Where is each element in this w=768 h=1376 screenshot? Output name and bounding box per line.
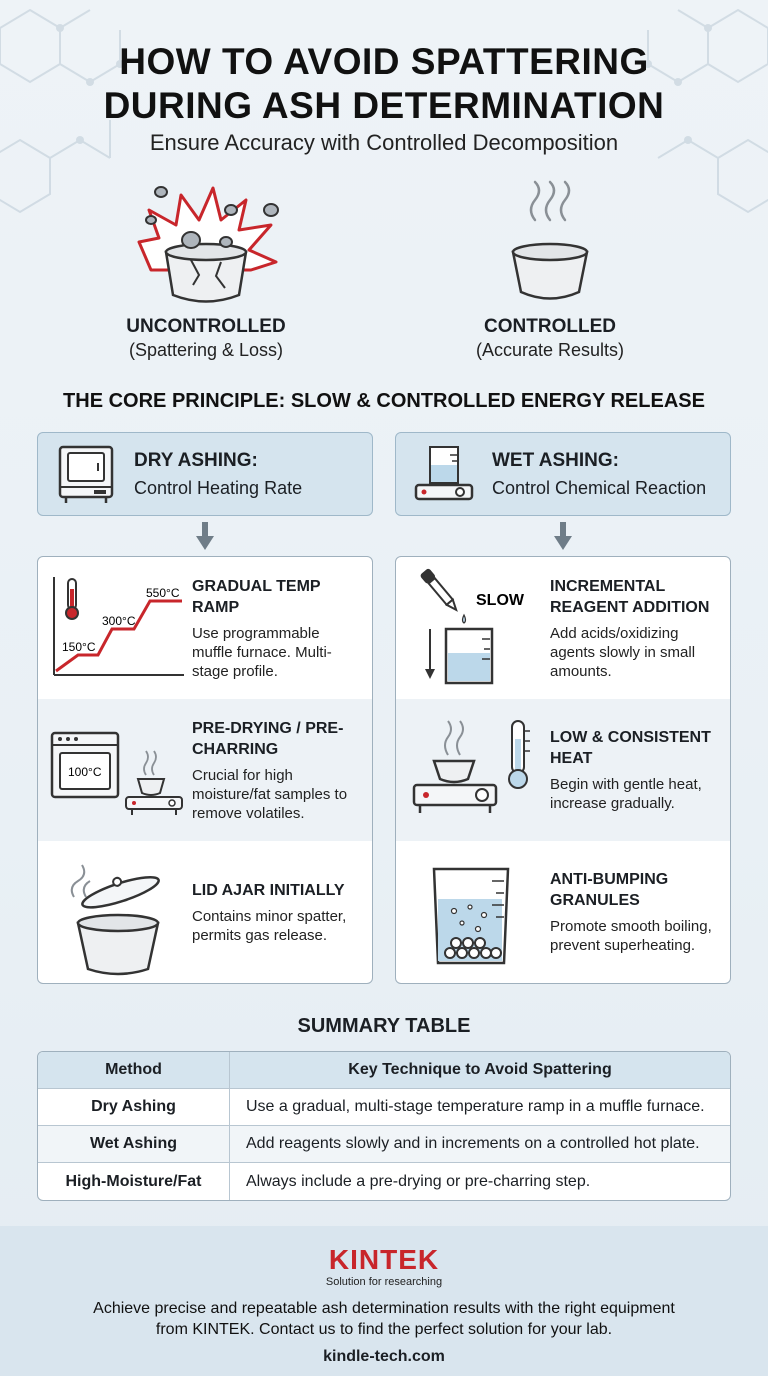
uncontrolled-illustration bbox=[56, 180, 356, 361]
step-incremental-reagent bbox=[396, 557, 730, 699]
table-row bbox=[38, 1163, 730, 1200]
call-to-action: Achieve precise and repeatable ash determination results with the right equipment from KINTEK. Contact us to find the perfect solution for your lab. bbox=[93, 1300, 675, 1338]
controlled-illustration bbox=[400, 180, 700, 361]
step-title: LOW & CONSISTENT HEAT bbox=[550, 729, 711, 767]
table-cell-method: High-Moisture/Fat bbox=[38, 1163, 230, 1200]
summary-table-title: SUMMARY TABLE bbox=[297, 1015, 471, 1037]
step-gradual-temp-ramp bbox=[38, 557, 372, 699]
crucible-lid-ajar-icon bbox=[38, 841, 192, 983]
wet-ashing-title: WET ASHING: bbox=[492, 449, 620, 471]
column-header-method: Method bbox=[38, 1052, 230, 1089]
muffle-furnace-icon bbox=[56, 443, 116, 505]
arrow-down-icon bbox=[195, 520, 215, 552]
table-cell-method: Dry Ashing bbox=[38, 1089, 230, 1126]
step-low-consistent-heat bbox=[396, 699, 730, 841]
beaker-granules-icon bbox=[396, 841, 550, 983]
temp-label-550: 550°C bbox=[146, 586, 180, 600]
step-anti-bumping bbox=[396, 841, 730, 983]
wet-ashing-header bbox=[395, 432, 731, 516]
dry-ashing-subtitle: Control Heating Rate bbox=[134, 477, 303, 498]
dry-ashing-steps bbox=[37, 556, 373, 984]
uncontrolled-title: UNCONTROLLED bbox=[126, 316, 286, 337]
table-row bbox=[38, 1126, 730, 1163]
dry-ashing-title: DRY ASHING: bbox=[134, 449, 258, 471]
page-title: HOW TO AVOID SPATTERING DURING ASH DETERMINATION bbox=[103, 41, 665, 126]
step-title: GRADUAL TEMP RAMP bbox=[192, 577, 321, 616]
table-cell-method: Wet Ashing bbox=[38, 1126, 230, 1163]
table-cell-technique: Use a gradual, multi-stage temperature ramp in a muffle furnace. bbox=[230, 1089, 730, 1126]
core-principle-heading: THE CORE PRINCIPLE: SLOW & CONTROLLED ENERGY RELEASE bbox=[63, 390, 705, 412]
hotplate-thermometer-icon bbox=[396, 699, 550, 841]
step-description: Add acids/oxidizing agents slowly in small amounts. bbox=[550, 624, 696, 680]
step-description: Contains minor spatter, permits gas release. bbox=[192, 907, 347, 944]
summary-table bbox=[37, 1051, 731, 1201]
step-title: ANTI-BUMPING GRANULES bbox=[550, 871, 669, 909]
table-cell-technique: Add reagents slowly and in increments on a controlled hot plate. bbox=[230, 1126, 730, 1163]
controlled-title: CONTROLLED bbox=[484, 316, 616, 337]
table-header-row bbox=[38, 1052, 730, 1089]
steaming-crucible-icon bbox=[465, 180, 635, 310]
temperature-ramp-chart-icon bbox=[38, 557, 192, 699]
step-pre-drying bbox=[38, 699, 372, 841]
step-description: Promote smooth boiling, prevent superheating. bbox=[550, 918, 712, 954]
kintek-logo: KINTEK bbox=[328, 1244, 440, 1275]
step-lid-ajar bbox=[38, 841, 372, 983]
column-header-technique: Key Technique to Avoid Spattering bbox=[230, 1052, 730, 1089]
step-description: Use programmable muffle furnace. Multi-stage profile. bbox=[192, 624, 332, 680]
step-title: INCREMENTAL REAGENT ADDITION bbox=[550, 577, 710, 616]
dropper-beaker-icon bbox=[396, 557, 550, 699]
hotplate-beaker-icon bbox=[414, 443, 474, 505]
step-title: PRE-DRYING / PRE-CHARRING bbox=[192, 719, 344, 758]
slow-label: SLOW bbox=[476, 592, 524, 609]
wet-ashing-subtitle: Control Chemical Reaction bbox=[492, 477, 707, 498]
temp-label-150: 150°C bbox=[62, 640, 96, 654]
page-subtitle: Ensure Accuracy with Controlled Decomposition bbox=[149, 130, 619, 155]
oven-temp-label: 100°C bbox=[68, 765, 102, 779]
footer bbox=[0, 1226, 768, 1376]
step-title: LID AJAR INITIALLY bbox=[192, 881, 345, 899]
step-description: Crucial for high moisture/fat samples to remove volatiles. bbox=[192, 766, 348, 822]
cracked-crucible-spatter-icon bbox=[121, 180, 291, 310]
arrow-down-icon bbox=[553, 520, 573, 552]
website-link[interactable]: kindle-tech.com bbox=[323, 1348, 445, 1365]
brand-tagline: Solution for researching bbox=[325, 1276, 443, 1288]
controlled-subtitle: (Accurate Results) bbox=[475, 340, 625, 360]
dry-ashing-header bbox=[37, 432, 373, 516]
oven-and-hotplate-icon bbox=[38, 699, 192, 841]
step-description: Begin with gentle heat, increase gradually. bbox=[550, 776, 702, 812]
wet-ashing-steps bbox=[395, 556, 731, 984]
table-cell-technique: Always include a pre-drying or pre-charring step. bbox=[246, 1172, 591, 1190]
table-row bbox=[38, 1089, 730, 1126]
temp-label-300: 300°C bbox=[102, 614, 136, 628]
uncontrolled-subtitle: (Spattering & Loss) bbox=[128, 340, 284, 360]
